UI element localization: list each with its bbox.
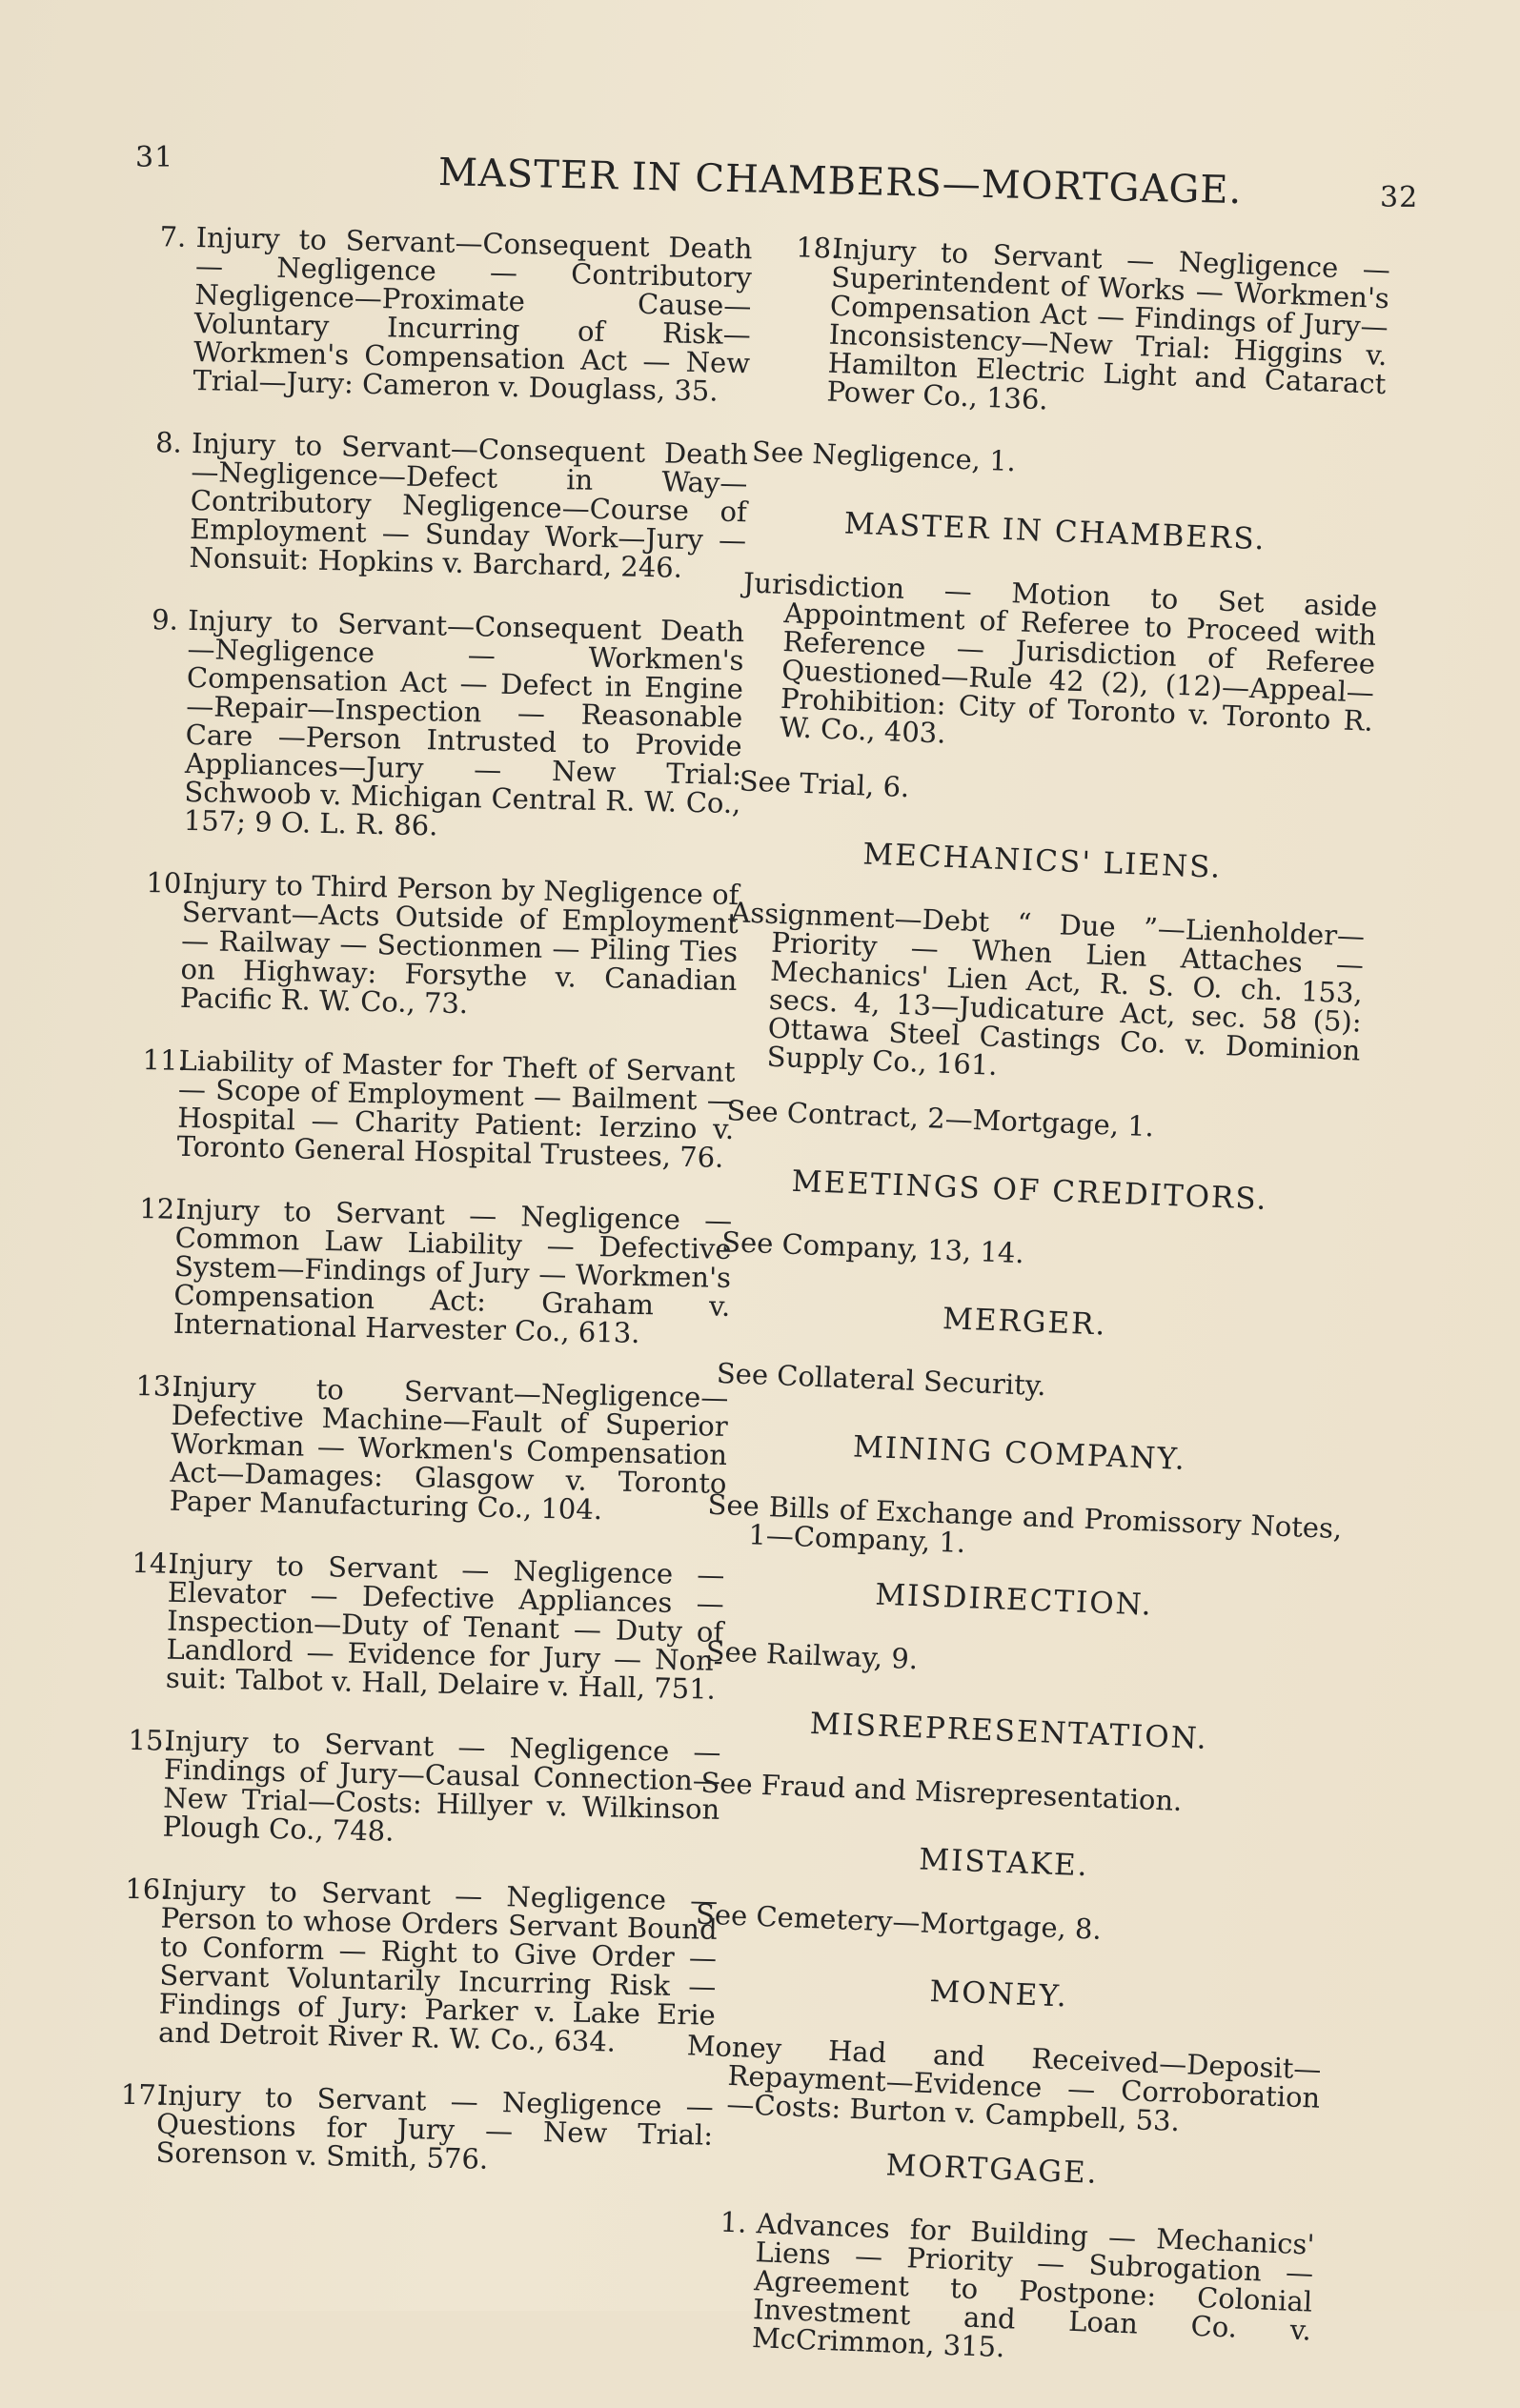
entry-text: Injury to Servant — Negligence — Findings of Jury—Causal Connection—New Trial—Costs: Hillyer v. Wilkinson Plough Co., 748. xyxy=(162,1724,721,1848)
entry-number: 8. xyxy=(154,426,183,459)
cross-reference: See Railway, 9. xyxy=(705,1634,919,1676)
entry-text: Injury to Servant — Negligence — Elevator — Defective Appliances — Inspection—Duty of Tenant — Duty of Landlord — Evidence for Jury — Non-suit: Talbot v. Hall, Delaire v. Hall, 751. xyxy=(165,1547,725,1706)
entry-text: Advances for Building — Mechanics' Liens — Priority — Subrogation — Agreement to Postpone: Colonial Investment and Loan Co. v. McCrimmon, 315. xyxy=(751,2207,1315,2364)
entry-text: Liability of Master for Theft of Servant — Scope of Employment — Bailment — Hospital — Charity Patient: Ierzino v. Toronto General Hospital Trustees, 76. xyxy=(176,1043,736,1174)
left-column xyxy=(64,221,753,2213)
entry-number: 16. xyxy=(125,1872,170,1906)
entry xyxy=(89,867,740,1023)
right-column xyxy=(659,231,1390,2408)
cross-reference: See Collateral Security. xyxy=(716,1356,1047,1403)
section-heading: MONEY. xyxy=(928,1973,1069,2014)
section-heading: MECHANICS' LIENS. xyxy=(861,837,1223,885)
entry-number: 12. xyxy=(138,1191,184,1225)
entry-text: Injury to Servant — Negligence — Common Law Liability — Defective System—Findings of Jury — Workmen's Compensation Act: Graham v. International Harvester Co., 613. xyxy=(172,1192,733,1350)
entry: Money Had and Received—Deposit—Repayment—Evidence — Corroboration —Costs: Burton v. Campbell, 53. xyxy=(686,2029,1323,2138)
cross-reference: See Fraud and Misrepresentation. xyxy=(699,1766,1184,1817)
cross-reference: See Contract, 2—Mortgage, 1. xyxy=(725,1094,1155,1143)
entry xyxy=(74,1548,725,1704)
entry xyxy=(735,231,1390,427)
entry xyxy=(71,1725,720,1852)
entry-text: Injury to Servant — Negligence — Questions for Jury — New Trial: Sorenson v. Smith, 576. xyxy=(155,2078,715,2175)
entry-number: 11. xyxy=(142,1043,188,1077)
entry xyxy=(101,221,753,406)
section-heading: MORTGAGE. xyxy=(884,2148,1100,2191)
cross-reference: See Bills of Exchange and Promissory Notes, 1—Company, 1. xyxy=(707,1487,1343,1560)
entry-number: 9. xyxy=(151,603,179,637)
entry-text: Injury to Servant—Consequent Death —Negligence—Defect in Way—Contributory Negligence—Course of Employment — Sunday Work—Jury — Nonsuit: Hopkins v. Barchard, 246. xyxy=(189,426,749,584)
entry-number: 10. xyxy=(146,866,191,900)
entry-number: 13. xyxy=(135,1368,180,1403)
page-number-left: 31 xyxy=(135,141,174,174)
entry-text: Injury to Servant—Negligence—Defective Machine—Fault of Superior Workman — Workmen's Compensation Act—Damages: Glasgow v. Toronto Paper Manufacturing Co., 104. xyxy=(169,1369,729,1527)
entry xyxy=(92,604,745,846)
entry-number: 7. xyxy=(159,220,187,253)
entry: Jurisdiction — Motion to Set aside Appointment of Referee to Proceed with Reference — Jurisdiction of Referee Questioned—Rule 42 (2), (12)—Appeal—Prohibition: City of Toronto v. Toronto R. W. Co., 403. xyxy=(742,566,1378,750)
entry xyxy=(78,1370,729,1527)
entry-number: 17. xyxy=(120,2077,166,2112)
cross-reference: See Negligence, 1. xyxy=(751,435,1017,478)
page-number-right: 32 xyxy=(1380,181,1419,214)
section-heading: MINING COMPANY. xyxy=(852,1429,1187,1477)
entry xyxy=(67,1873,719,2058)
cross-reference: See Company, 13, 14. xyxy=(720,1224,1025,1270)
section-heading: MISTAKE. xyxy=(918,1842,1090,1884)
entry-text: Injury to Third Person by Negligence of Servant—Acts Outside of Employment — Railway — Sectionmen — Piling Ties on Highway: Forsythe v. Canadian Pacific R. W. Co., 73. xyxy=(179,866,740,1021)
entry-number: 1. xyxy=(719,2205,748,2239)
entry-text: Injury to Servant — Negligence — Person to whose Orders Servant Bound to Conform — Right to Give Order — Servant Voluntarily Incurring Risk — Findings of Jury: Parker v. Lake Erie and Detroit River R. W. Co., 634. xyxy=(157,1872,719,2058)
entry xyxy=(64,2079,714,2178)
entry-text: Injury to Servant — Negligence — Superintendent of Works — Workmen's Compensation Act — Findings of Jury—Inconsistency—New Trial: Higgins v. Hamilton Electric Light and Cataract Power Co., 136. xyxy=(825,232,1391,416)
entry: Assignment—Debt “ Due ”—Lienholder—Priority — When Lien Attaches — Mechanics' Lien Act, R. S. O. ch. 153, secs. 4, 13—Judicature Act, sec. 58 (5): Ottawa Steel Castings Co. v. Dominion Supply Co., 161. xyxy=(729,896,1366,1082)
section-heading: MISREPRESENTATION. xyxy=(809,1706,1209,1756)
entry xyxy=(97,427,748,583)
section-heading: MERGER. xyxy=(942,1301,1108,1343)
entry xyxy=(660,2205,1315,2373)
entry xyxy=(81,1193,732,1349)
section-heading: MISDIRECTION. xyxy=(874,1577,1154,1623)
cross-reference: See Cemetery—Mortgage, 8. xyxy=(695,1897,1103,1946)
entry-number: 15. xyxy=(128,1723,173,1757)
entry-number: 14. xyxy=(132,1546,176,1580)
entry-text: Injury to Servant—Consequent Death —Negligence — Workmen's Compensation Act — Defect in Engine—Repair—Inspection — Reasonable Care —Person Intrusted to Provide Appliances—Jury — New Trial: Schwoob v. Michigan Central R. W. Co., 157; 9 O. L. R. 86. xyxy=(183,603,745,842)
cross-reference: See Trial, 6. xyxy=(739,764,910,804)
section-heading: MASTER IN CHAMBERS. xyxy=(843,506,1267,557)
section-heading: MEETINGS OF CREDITORS. xyxy=(791,1164,1268,1217)
running-head: MASTER IN CHAMBERS—MORTGAGE. xyxy=(437,151,1243,213)
entry-number: 18. xyxy=(795,231,841,265)
entry xyxy=(85,1044,735,1172)
entry-text: Injury to Servant—Consequent Death — Negligence — Contributory Negligence—Proximate Cause—Voluntary Incurring of Risk—Workmen's Compensation Act — New Trial—Jury: Cameron v. Douglass, 35. xyxy=(193,221,753,408)
